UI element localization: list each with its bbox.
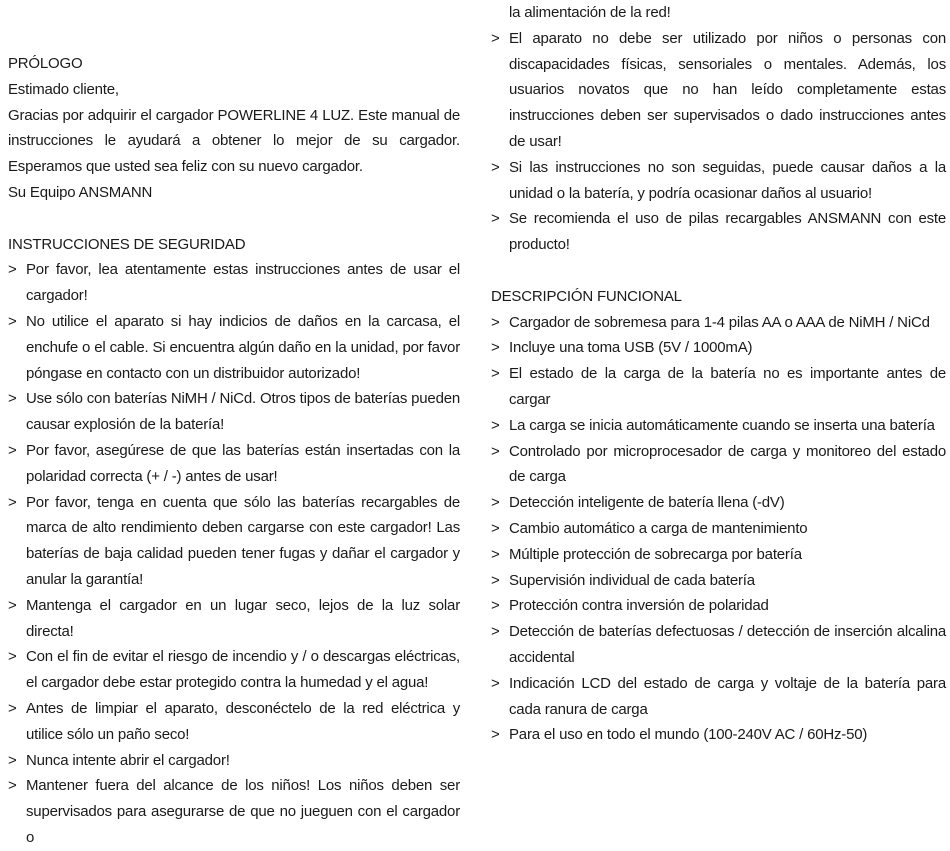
list-item-text: Cambio automático a carga de mantenimiento (509, 519, 808, 537)
list-item (491, 568, 946, 594)
bullet-mark: > (8, 441, 17, 459)
list-item (491, 26, 946, 155)
list-item-text: Use sólo con baterías NiMH / NiCd. Otros tipos de baterías pueden causar explosión de la batería! (26, 390, 460, 434)
list-item (491, 413, 946, 439)
list-item-text: Mantener fuera del alcance de los niños! Los niños deben ser supervisados para asegurarse de que no jueguen con el cargador o (26, 777, 460, 846)
list-item (8, 386, 460, 438)
seguridad-list-continued (491, 26, 946, 258)
bullet-mark: > (491, 313, 500, 331)
bullet-mark: > (491, 339, 500, 357)
list-item (491, 335, 946, 361)
list-item-text: El estado de la carga de la batería no es importante antes de cargar (509, 365, 946, 408)
bullet-mark: > (8, 312, 17, 330)
bullet-mark: > (491, 416, 500, 434)
bullet-mark: > (491, 519, 500, 537)
list-item (491, 439, 946, 491)
greeting: Estimado cliente, (8, 80, 119, 98)
bullet-mark: > (491, 571, 500, 589)
bullet-mark: > (491, 365, 500, 383)
bullet-mark: > (8, 648, 17, 666)
list-item (8, 644, 460, 696)
bullet-mark: > (8, 390, 17, 408)
bullet-mark: > (491, 545, 500, 563)
list-item (491, 542, 946, 568)
list-item (491, 310, 946, 336)
list-item-text: Si las instrucciones no son seguidas, puede causar daños a la unidad o la batería, y podría ocasionar daños al usuario! (509, 158, 946, 202)
list-item (491, 516, 946, 542)
list-item-text: Por favor, asegúrese de que las baterías están insertadas con la polaridad correcta (+ / -) antes de usar! (26, 441, 460, 485)
bullet-mark: > (491, 29, 500, 47)
continuation-text: la alimentación de la red! (509, 4, 671, 21)
list-item-text: Controlado por microprocesador de carga y monitoreo del estado de carga (509, 442, 946, 486)
list-item (8, 438, 460, 490)
list-item-text: Detección de baterías defectuosas / detección de inserción alcalina accidental (509, 623, 946, 666)
list-item-text: Detección inteligente de batería llena (-dV) (509, 494, 785, 512)
prologo-body: Gracias por adquirir el cargador POWERLINE 4 LUZ. Este manual de instrucciones le ayudará a obtener lo mejor de su cargador. Esperamos que usted sea feliz con su nuevo cargador. (8, 106, 460, 176)
list-item-text: Antes de limpiar el aparato, desconéctelo de la red eléctrica y utilice sólo un paño seco! (26, 699, 460, 743)
seguridad-list (8, 257, 460, 850)
bullet-mark: > (491, 726, 500, 744)
list-item (491, 593, 946, 619)
bullet-mark: > (8, 699, 17, 717)
bullet-mark: > (491, 158, 500, 176)
signature: Su Equipo ANSMANN (8, 183, 153, 201)
list-item (491, 155, 946, 207)
list-item-text: Para el uso en todo el mundo (100-240V AC / 60Hz-50) (509, 726, 868, 744)
prologo-heading: PRÓLOGO (8, 55, 83, 72)
bullet-mark: > (8, 777, 17, 795)
list-item (8, 490, 460, 593)
list-item (491, 722, 946, 748)
bullet-mark: > (491, 597, 500, 615)
bullet-mark: > (8, 751, 17, 769)
list-item-text: Indicación LCD del estado de carga y voltaje de la batería para cada ranura de carga (509, 674, 946, 718)
list-item (491, 619, 946, 671)
list-item-text: Nunca intente abrir el cargador! (26, 751, 230, 769)
funcional-heading: DESCRIPCIÓN FUNCIONAL (491, 287, 682, 305)
bullet-mark: > (491, 494, 500, 512)
seguridad-heading: INSTRUCCIONES DE SEGURIDAD (8, 235, 246, 253)
list-item (8, 748, 460, 774)
list-item (8, 309, 460, 386)
list-item (8, 257, 460, 309)
list-item-text: Protección contra inversión de polaridad (509, 597, 769, 615)
list-item-text: No utilice el aparato si hay indicios de daños en la carcasa, el enchufe o el cable. Si encuentra algún daño en la unidad, por favor póngase en contacto con un distribuidor autorizado! (26, 312, 460, 382)
bullet-mark: > (491, 674, 500, 692)
list-item (8, 773, 460, 850)
bullet-mark: > (491, 210, 500, 228)
list-item-text: Con el fin de evitar el riesgo de incendio y / o descargas eléctricas, el cargador debe estar protegido contra la humedad y el agua! (26, 648, 460, 692)
list-item-text: Se recomienda el uso de pilas recargables ANSMANN con este producto! (509, 210, 946, 254)
list-item (491, 490, 946, 516)
list-item (491, 361, 946, 413)
list-item-text: El aparato no debe ser utilizado por niños o personas con discapacidades físicas, sensoriales o mentales. Además, los usuarios novatos que no han leído completamente estas instrucciones deben ser supervisados o dado instrucciones antes de usar! (509, 29, 946, 150)
funcional-list (491, 310, 946, 749)
list-item-text: Incluye una toma USB (5V / 1000mA) (509, 339, 753, 357)
bullet-mark: > (8, 493, 17, 511)
list-item (8, 593, 460, 645)
list-item-text: Múltiple protección de sobrecarga por batería (509, 545, 802, 563)
list-item (491, 206, 946, 258)
bullet-mark: > (8, 261, 17, 279)
list-item-text: Por favor, tenga en cuenta que sólo las baterías recargables de marca de alto rendimiento deben cargarse con este cargador! Las baterías de baja calidad pueden tener fugas y dañar el cargador y anular la garantía! (26, 493, 460, 588)
list-item-text: Mantenga el cargador en un lugar seco, lejos de la luz solar directa! (26, 596, 460, 640)
list-item-text: Supervisión individual de cada batería (509, 571, 755, 589)
left-column (8, 0, 460, 851)
list-item (491, 671, 946, 723)
right-column (491, 0, 946, 748)
bullet-mark: > (491, 623, 500, 641)
bullet-mark: > (491, 442, 500, 460)
list-item-text: Por favor, lea atentamente estas instrucciones antes de usar el cargador! (26, 261, 460, 305)
bullet-mark: > (8, 596, 17, 614)
list-item (8, 696, 460, 748)
list-item-text: Cargador de sobremesa para 1-4 pilas AA o AAA de NiMH / NiCd (509, 313, 930, 331)
list-item-continuation (491, 0, 946, 26)
list-item-text: La carga se inicia automáticamente cuando se inserta una batería (509, 416, 935, 434)
